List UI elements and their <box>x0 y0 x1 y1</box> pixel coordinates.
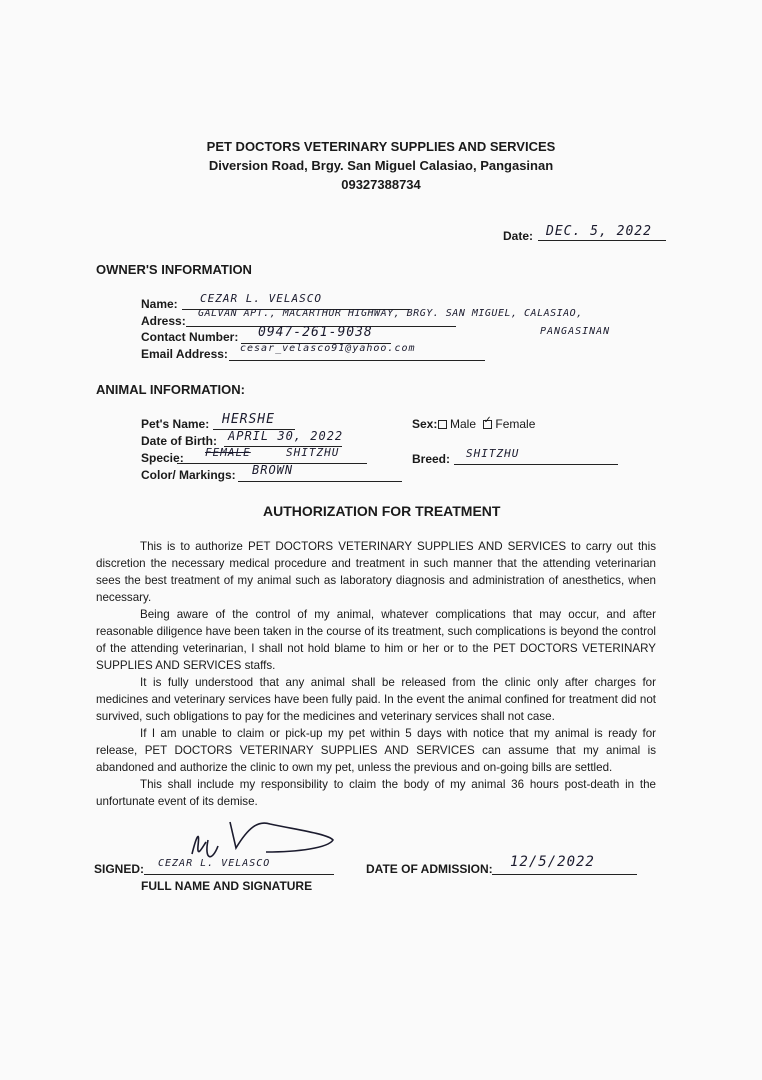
admission-value: 12/5/2022 <box>510 854 595 870</box>
specie-struck-value: FEMALE <box>205 446 251 459</box>
breed-label: Breed: <box>412 452 451 466</box>
owner-contact-label: Contact Number: <box>141 330 239 344</box>
signature-caption: FULL NAME AND SIGNATURE <box>141 879 313 893</box>
dob-value: APRIL 30, 2022 <box>228 429 344 443</box>
signed-value: CEZAR L. VELASCO <box>158 858 271 869</box>
admission-line <box>492 874 637 875</box>
owner-address-label: Adress: <box>141 314 186 328</box>
authorization-paragraph: Being aware of the control of my animal, whatever complications that may occur, and after reasonable diligence have been taken in the course of its treatment, such complications is beyond the control of the attending veterinarian, I shall not hold blame to him or her or to the PET DOCTORS VETERINARY SUPPLIES AND SERVICES staffs. <box>96 608 656 672</box>
owner-email-label: Email Address: <box>141 347 228 361</box>
company-name: PET DOCTORS VETERINARY SUPPLIES AND SERVICES <box>206 139 556 154</box>
date-value: DEC. 5, 2022 <box>546 224 652 239</box>
pet-name-value: HERSHE <box>222 412 275 427</box>
owner-contact-value: 0947-261-9038 <box>258 325 373 340</box>
authorization-title: AUTHORIZATION FOR TREATMENT <box>263 503 501 519</box>
specie-value: SHITZHU <box>286 446 340 459</box>
owner-email-value: cesar_velasco91@yahoo.com <box>240 343 416 354</box>
authorization-paragraph: It is fully understood that any animal shall be released from the clinic only after charges for medicines and veterinary services have been fully paid. In the event the animal confined for treatment did not survived, such obligations to pay for the medicines and veterinary services shall not case. <box>96 676 656 723</box>
owner-address-value-2: PANGASINAN <box>540 326 611 337</box>
date-line <box>538 240 666 241</box>
female-checkbox[interactable] <box>483 420 492 429</box>
owner-email-line <box>229 360 485 361</box>
sex-label: Sex: <box>412 417 438 431</box>
specie-label: Specie: <box>141 451 184 465</box>
owner-name-label: Name: <box>141 297 178 311</box>
authorization-paragraph: This shall include my responsibility to claim the body of my animal 36 hours post-death in the unfortunate event of its demise. <box>96 778 656 808</box>
dob-label: Date of Birth: <box>141 434 217 448</box>
animal-section-title: ANIMAL INFORMATION: <box>96 382 245 397</box>
color-label: Color/ Markings: <box>141 468 236 482</box>
pet-name-label: Pet's Name: <box>141 417 210 431</box>
owner-name-value: CEZAR L. VELASCO <box>200 292 322 305</box>
authorization-paragraph: If I am unable to claim or pick-up my pet within 5 days with notice that my animal is ready for release, PET DOCTORS VETERINARY SUPPLIES AND SERVICES can assume that my animal is abandoned and authorize the clinic to own my pet, unless the previous and on-going bills are settled. <box>96 727 656 774</box>
color-line <box>238 481 402 482</box>
color-value: BROWN <box>252 463 294 477</box>
breed-value: SHITZHU <box>466 447 520 460</box>
authorization-body <box>96 538 656 810</box>
date-label: Date: <box>503 229 534 243</box>
breed-line <box>454 464 618 465</box>
company-phone: 09327388734 <box>341 177 421 192</box>
admission-label: DATE OF ADMISSION: <box>366 862 493 876</box>
male-checkbox[interactable] <box>438 420 447 429</box>
signed-label: SIGNED: <box>94 862 145 876</box>
owner-section-title: OWNER'S INFORMATION <box>96 262 252 277</box>
owner-address-value: GALVAN APT., MACARTHUR HIGHWAY, BRGY. SAN MIGUEL, CALASIAO, <box>198 308 583 319</box>
company-address: Diversion Road, Brgy. San Miguel Calasiao, Pangasinan <box>208 158 554 173</box>
sex-options <box>438 417 535 431</box>
male-label: Male <box>450 417 477 431</box>
female-label: Female <box>495 417 536 431</box>
signed-line <box>144 874 334 875</box>
authorization-paragraph: This is to authorize PET DOCTORS VETERINARY SUPPLIES AND SERVICES to carry out this discretion the necessary medical procedure and treatment in such manner that the attending veterinarian sees the best treatment of my animal such as laboratory diagnosis and administration of anesthetics, when necessary. <box>96 540 656 604</box>
